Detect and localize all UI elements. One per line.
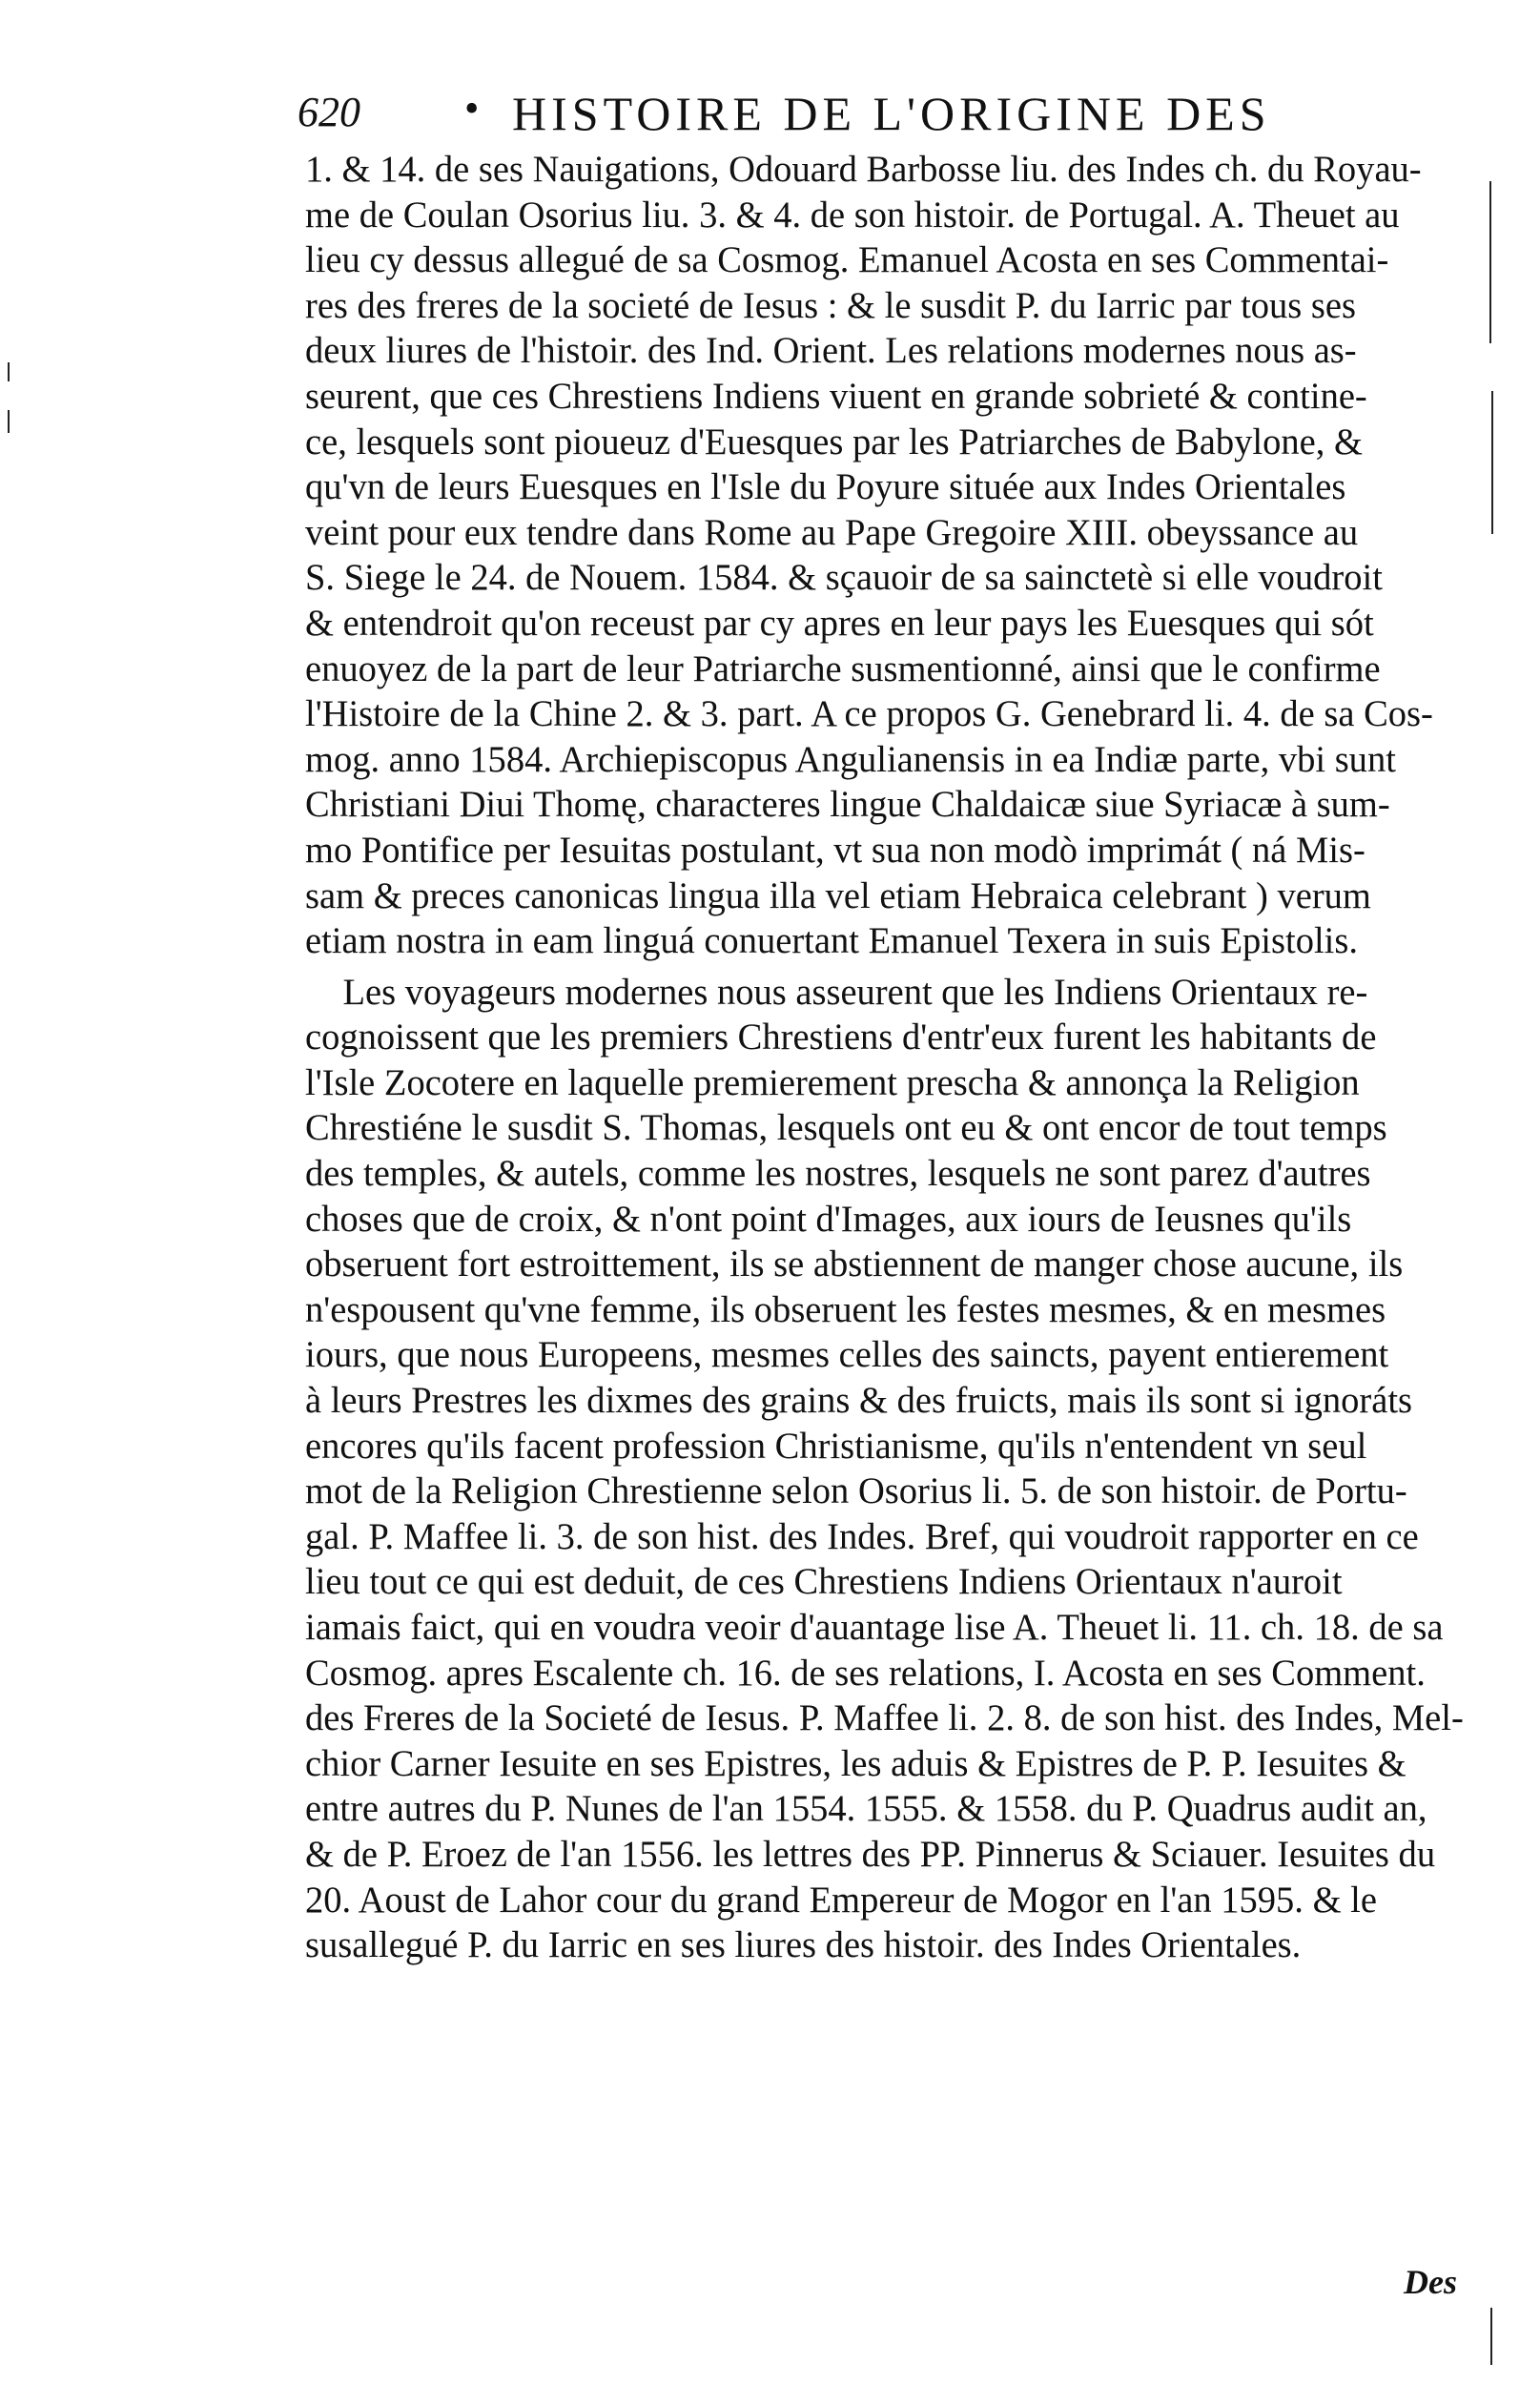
text-line: & entendroit qu'on receust par cy apres en leur pays les Euesques qui sót [305,602,1374,644]
text-line: l'Histoire de la Chine 2. & 3. part. A ce propos G. Genebrard li. 4. de sa Cos- [305,693,1433,735]
text-line: & de P. Eroez de l'an 1556. les lettres des PP. Pinnerus & Sciauer. Iesuites du [305,1833,1436,1875]
text-line: Les voyageurs modernes nous asseurent que les Indiens Orientaux re- [342,971,1368,1013]
text-line: lieu tout ce qui est deduit, de ces Chrestiens Indiens Orientaux n'auroit [305,1561,1343,1603]
margin-rule [1490,2308,1492,2365]
text-line: me de Coulan Osorius liu. 3. & 4. de son histoir. de Portugal. A. Theuet au [305,194,1400,236]
text-line: susallegué P. du Iarric en ses liures des histoir. des Indes Orientales. [305,1924,1302,1966]
text-line: res des freres de la societé de Iesus : & le susdit P. du Iarric par tous ses [305,284,1357,326]
text-line: seurent, que ces Chrestiens Indiens viuent en grande sobrieté & contine- [305,375,1367,417]
text-line: gal. P. Maffee li. 3. de son hist. des Indes. Bref, qui voudroit rapporter en ce [305,1515,1419,1557]
paragraph-2 [305,970,1488,1968]
margin-rule [1491,391,1493,534]
text-line: ce, lesquels sont pioueuz d'Euesques par les Patriarches de Babylone, & [305,421,1363,462]
text-line: etiam nostra in eam linguá conuertant Emanuel Texera in suis Epistolis. [305,920,1359,962]
text-line: obseruent fort estroittement, ils se abstiennent de manger chose aucune, ils [305,1243,1404,1285]
text-line: 20. Aoust de Lahor cour du grand Empereur de Mogor en l'an 1595. & le [305,1879,1377,1921]
text-line: mo Pontifice per Iesuitas postulant, vt sua non modò imprimát ( ná Mis- [305,829,1365,871]
text-line: Cosmog. apres Escalente ch. 16. de ses relations, I. Acosta en ses Comment. [305,1652,1426,1694]
page-number: 620 [298,89,360,135]
text-line: Chrestiéne le susdit S. Thomas, lesquels ont eu & ont encor de tout temps [305,1107,1387,1149]
running-title: HISTOIRE DE L'ORIGINE DES [512,87,1271,140]
text-line: sam & preces canonicas lingua illa vel etiam Hebraica celebrant ) verum [305,874,1371,916]
text-line: entre autres du P. Nunes de l'an 1554. 1555. & 1558. du P. Quadrus audit an, [305,1788,1427,1830]
text-line: mog. anno 1584. Archiepiscopus Angulianensis in ea Indiæ parte, vbi sunt [305,738,1396,780]
margin-rule [8,362,10,381]
text-line: des Freres de la Societé de Iesus. P. Maffee li. 2. 8. de son hist. des Indes, Mel- [305,1697,1464,1739]
text-line: veint pour eux tendre dans Rome au Pape Gregoire XIII. obeyssance au [305,511,1359,553]
text-line: enuoyez de la part de leur Patriarche susmentionné, ainsi que le confirme [305,647,1381,689]
catchword: Des [1404,2263,1457,2301]
text-line: n'espousent qu'vne femme, ils obseruent les festes mesmes, & en mesmes [305,1288,1386,1330]
body-text [305,147,1488,1968]
text-line: iamais faict, qui en voudra veoir d'auantage lise A. Theuet li. 11. ch. 18. de sa [305,1607,1444,1648]
text-line: lieu cy dessus allegué de sa Cosmog. Emanuel Acosta en ses Commentai- [305,239,1389,281]
text-line: des temples, & autels, comme les nostres, lesquels ne sont parez d'autres [305,1153,1371,1195]
margin-rule [8,410,10,433]
text-line: S. Siege le 24. de Nouem. 1584. & sçauoir de sa sainctetè si elle voudroit [305,557,1383,599]
header-separator: • [464,85,480,132]
text-line: encores qu'ils facent profession Christianisme, qu'ils n'entendent vn seul [305,1425,1367,1467]
text-line: choses que de croix, & n'ont point d'Images, aux iours de Ieusnes qu'ils [305,1198,1352,1240]
margin-rule [1489,181,1491,343]
text-line: Christiani Diui Thomę, characteres lingue Chaldaicæ siue Syriacæ à sum- [305,784,1390,826]
page-header [298,84,1270,141]
text-line: iours, que nous Europeens, mesmes celles des saincts, payent entierement [305,1334,1389,1376]
text-line: mot de la Religion Chrestienne selon Osorius li. 5. de son histoir. de Portu- [305,1470,1407,1512]
text-line: chior Carner Iesuite en ses Epistres, les aduis & Epistres de P. P. Iesuites & [305,1742,1407,1784]
text-line: à leurs Prestres les dixmes des grains & des fruicts, mais ils sont si ignoráts [305,1380,1413,1422]
text-line: 1. & 14. de ses Nauigations, Odouard Barbosse liu. des Indes ch. du Royau- [305,149,1422,190]
text-line: l'Isle Zocotere en laquelle premierement prescha & annonça la Religion [305,1061,1360,1103]
paragraph-1 [305,147,1488,964]
text-line: deux liures de l'histoir. des Ind. Orient. Les relations modernes nous as- [305,330,1357,372]
text-line: cognoissent que les premiers Chrestiens d'entr'eux furent les habitants de [305,1017,1377,1058]
text-line: qu'vn de leurs Euesques en l'Isle du Poyure située aux Indes Orientales [305,466,1346,508]
